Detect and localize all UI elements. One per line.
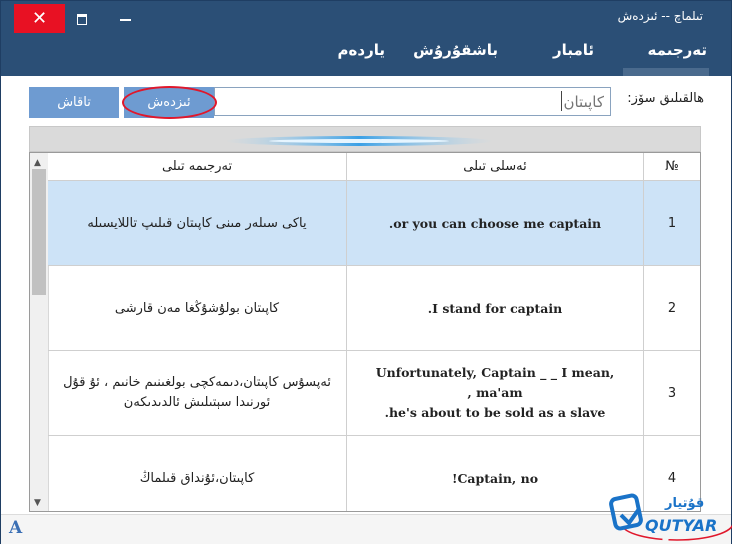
row-number: 3 (667, 385, 677, 401)
scrollbar-thumb[interactable] (32, 169, 46, 295)
logo-latin-text: QUTYAR (645, 516, 718, 535)
original-cell: Captain, no! (347, 436, 644, 512)
annotation-ellipse (122, 86, 217, 119)
window-title: تىلماچ -- ئىزدەش (617, 9, 703, 23)
title-bar (1, 1, 731, 76)
column-header-number[interactable]: № (644, 153, 700, 181)
glow-decoration (225, 131, 493, 151)
table-row[interactable] (48, 266, 700, 351)
text-caret (561, 91, 562, 111)
original-cell: I stand for captain. (347, 266, 644, 350)
row-number: 4 (667, 470, 677, 486)
search-label: ھالقىلىق سۆز: (627, 91, 704, 106)
column-header-translation[interactable]: تەرجىمە تىلى (48, 153, 347, 181)
table-row[interactable] (48, 436, 700, 512)
table-row[interactable] (48, 181, 700, 266)
scroll-up-icon[interactable]: ▲ (34, 158, 41, 168)
original-cell: or you can choose me captain. (347, 181, 644, 265)
table-row[interactable] (48, 351, 700, 436)
active-tab-indicator (623, 68, 709, 76)
tab-translate[interactable]: تەرجىمە (647, 41, 707, 59)
row-number: 1 (667, 215, 677, 231)
translation-cell: كاپىتان بولۇشۇڭغا مەن قارشى (48, 266, 347, 350)
original-cell (347, 351, 644, 435)
column-header-original[interactable]: ئەسلى تىلى (347, 153, 644, 181)
font-a-icon[interactable]: A (9, 518, 23, 538)
maximize-button[interactable] (73, 9, 91, 27)
tab-help[interactable]: ياردەم (337, 41, 385, 59)
vertical-scrollbar[interactable] (30, 153, 49, 511)
close-button[interactable] (14, 4, 65, 33)
minimize-button[interactable] (117, 9, 135, 27)
translation-line: ئەپسۇس كاپىتان،دىمەكچى بولغىنىم خانىم ، ئۇ قۇل (63, 375, 331, 390)
close-icon: ✕ (31, 8, 48, 29)
qutyar-logo (609, 487, 732, 543)
tab-repository[interactable]: ئامبار (553, 41, 594, 59)
results-grid (29, 152, 701, 512)
scroll-down-icon[interactable]: ▼ (34, 498, 41, 508)
original-line: Unfortunately, Captain _ _ I mean, ma'am , (375, 365, 615, 400)
translation-line: ئورنىدا سېتىلىش ئالدىدىكەن (123, 395, 271, 410)
translation-cell: ياكى سىلەر مىنى كاپىتان قىلىپ تاللايسىلە (48, 181, 347, 265)
logo-native-text: قۇتيار (665, 496, 705, 511)
translation-cell (48, 351, 347, 435)
search-input[interactable] (214, 87, 611, 116)
original-line: he's about to be sold as a slave. (384, 405, 606, 420)
minimize-icon (120, 19, 131, 21)
row-number: 2 (667, 300, 677, 316)
close-search-button[interactable]: تاقاش (29, 87, 119, 118)
maximize-icon (77, 14, 87, 25)
search-button[interactable]: ئىزدەش (124, 87, 214, 118)
translation-cell: كاپىتان،ئۇنداق قىلماڭ (48, 436, 347, 512)
tab-manage[interactable]: باشقۇرۇش (413, 41, 498, 59)
